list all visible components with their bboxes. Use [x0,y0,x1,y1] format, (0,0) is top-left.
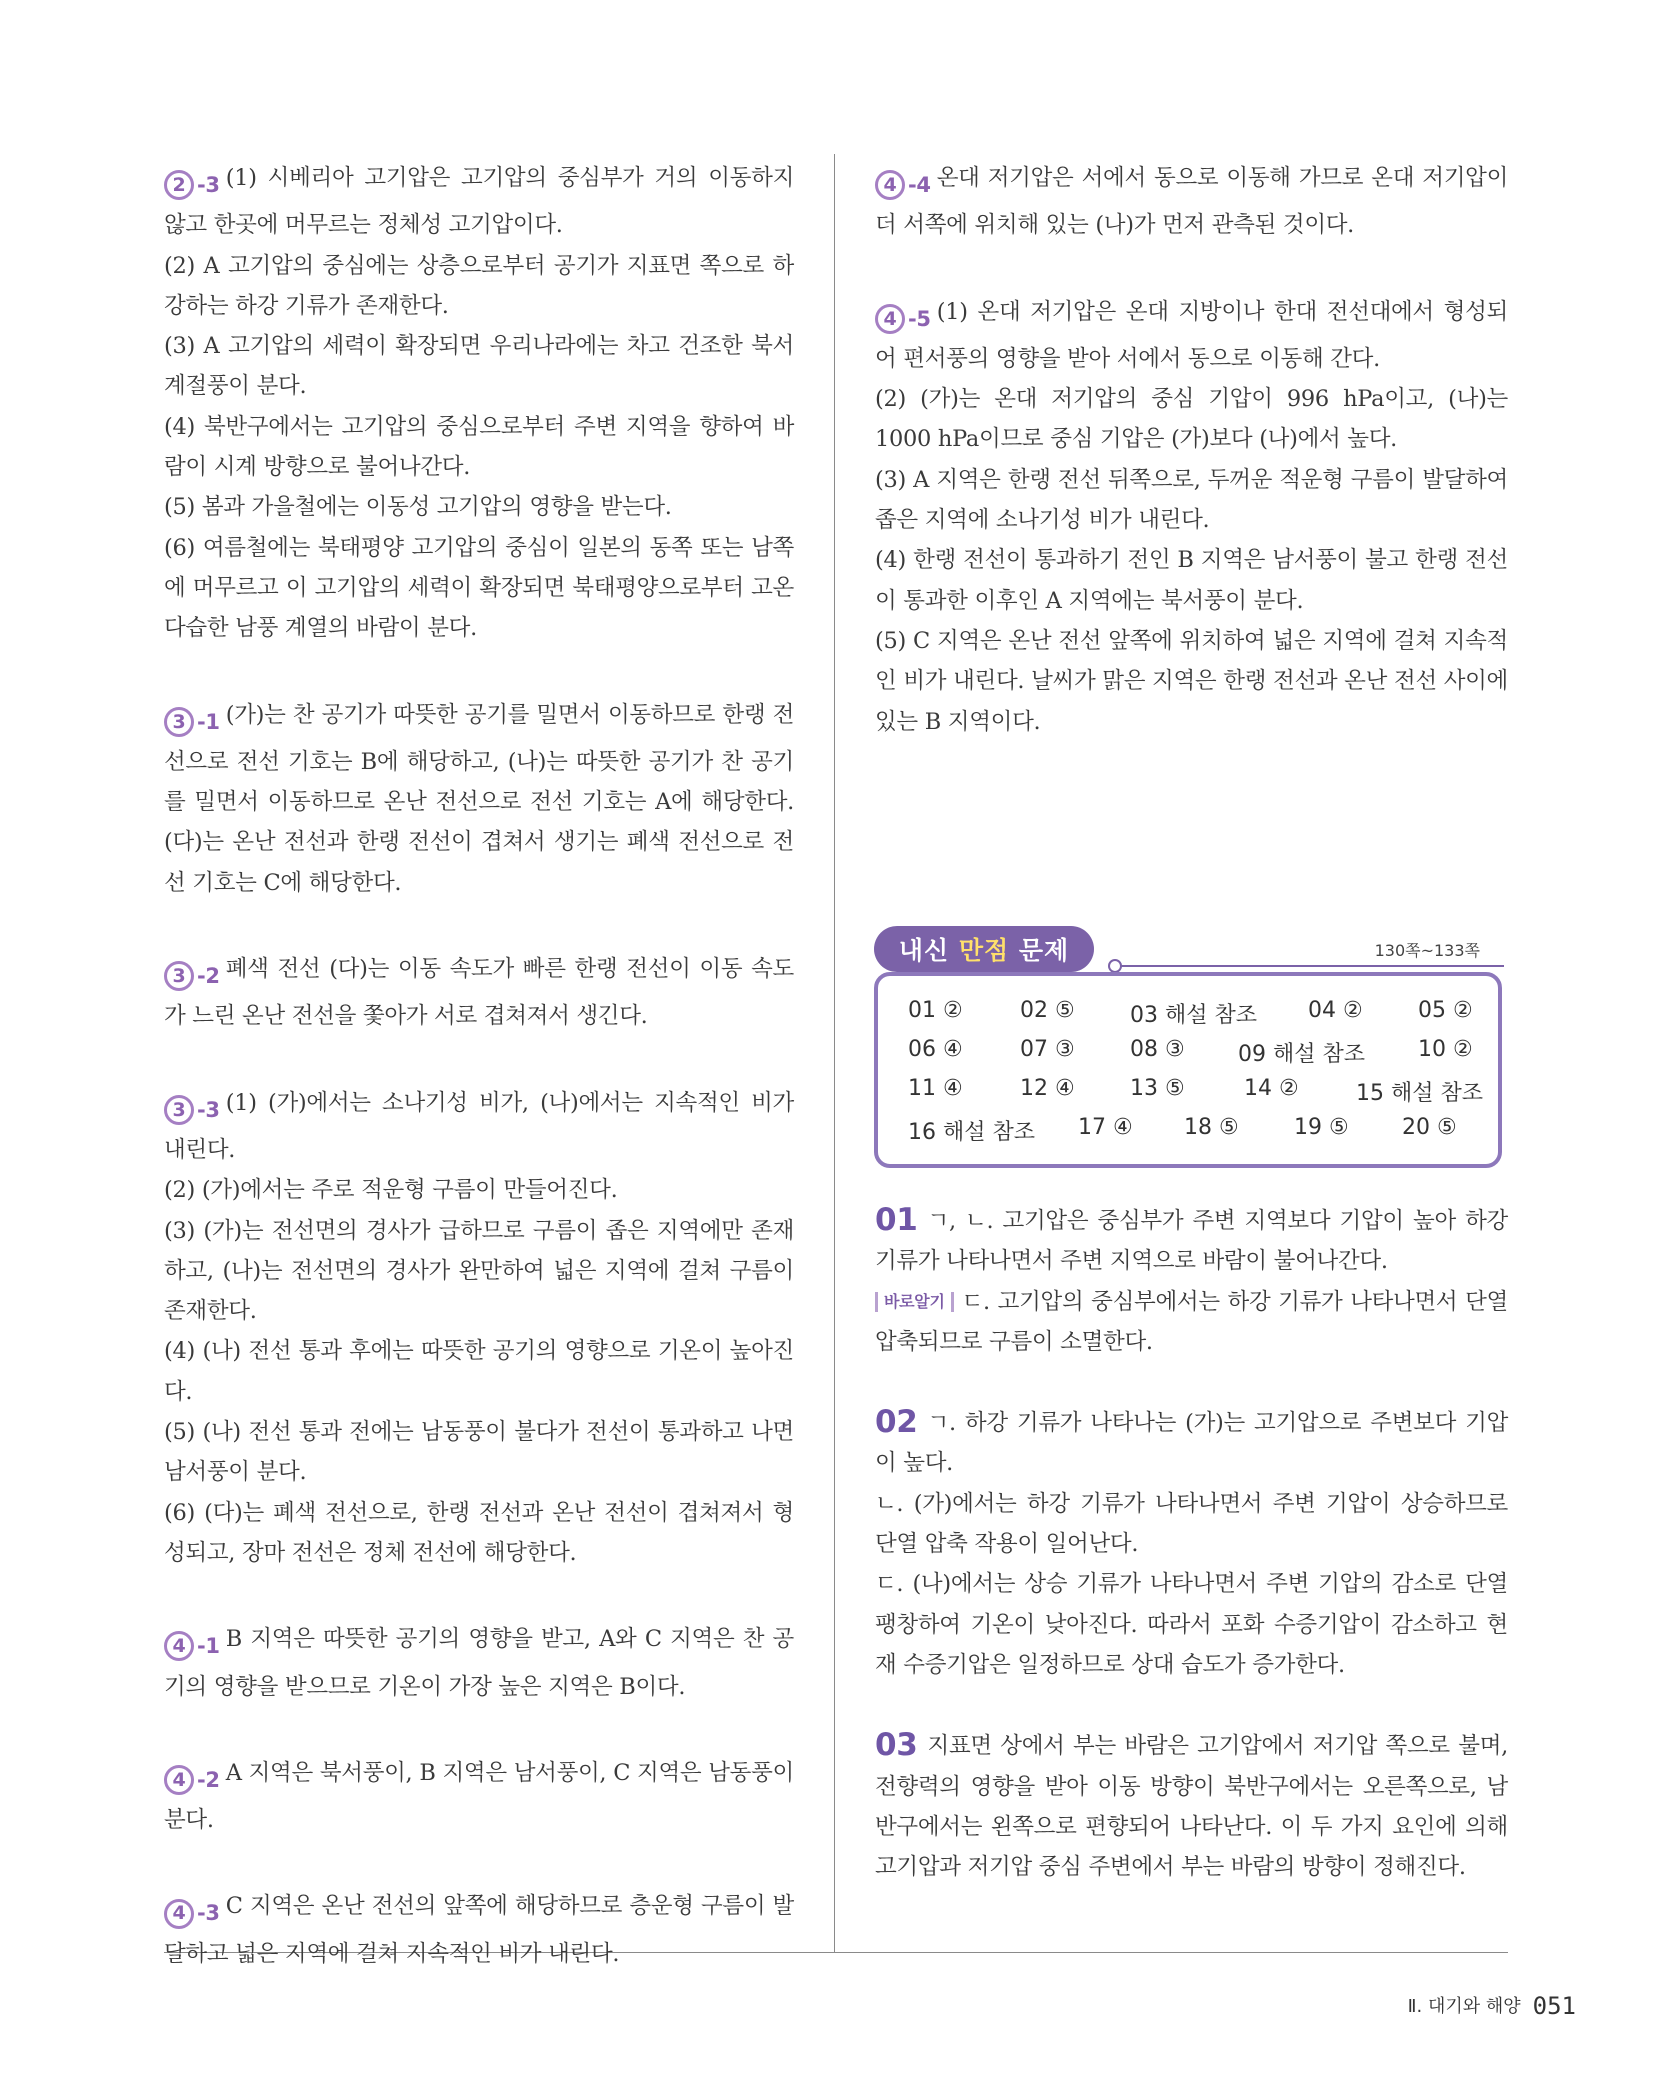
badge-4-3: 4 -3 [164,1893,220,1933]
badge-4-2: 4 -2 [164,1760,220,1800]
answer-2-3-line-6: (6) 여름철에는 북태평양 고기압의 중심이 일본의 동쪽 또는 남쪽에 머무르고 이 고기압의 세력이 확장되면 북태평양으로부터 고온 다습한 남풍 계열의 바람이 분다. [164,534,794,642]
answer-row-3: 11 ④ 12 ④ 13 ⑤ 14 ② 15 해설 참조 [908,1076,1483,1106]
correction-tag: 바로알기 [875,1292,954,1312]
page-footer [1408,1992,1576,2020]
question-03-number: 03 [875,1727,918,1764]
tab-connector-line [1114,965,1504,967]
badge-3-3: 3 -3 [164,1090,220,1130]
answer-key-title: 내신 만점 문제 [874,926,1094,972]
answer-key-pages: 130쪽~133쪽 [1374,941,1480,960]
badge-4-5: 4 -5 [875,299,931,339]
answer-3-2: 3 -2 폐색 전선 (다)는 이동 속도가 빠른 한랭 전선이 이동 속도가 느린 온난 전선을 쫓아가 서로 겹쳐져서 생긴다. [164,956,794,1030]
tab-connector-dot [1108,959,1122,973]
chapter-label: Ⅱ. 대기와 해양 [1407,1996,1521,2017]
question-01-number: 01 [875,1202,918,1238]
answer-2-3-line-2: (2) A 고기압의 중심에는 상층으로부터 공기가 지표면 쪽으로 하강하는 하강 기류가 존재한다. [164,252,794,319]
answer-4-4: 4 -4 온대 저기압은 서에서 동으로 이동해 가므로 온대 저기압이 더 서쪽에 위치해 있는 (나)가 먼저 관측된 것이다. [875,165,1508,239]
question-03: 03 지표면 상에서 부는 바람은 고기압에서 저기압 쪽으로 불며, 전향력의 영향을 받아 이동 방향이 북반구에서는 오른쪽으로, 남반구에서는 왼쪽으로 편향되어 나타난다. 이 두 가지 요인에 의해 고기압과 저기압 중심 주변에서 부는 바람의 방향이 정해진다. [875,1727,1508,1881]
answer-2-3-line-1: 2 -3 (1) 시베리아 고기압은 고기압의 중심부가 거의 이동하지 않고 한곳에 머무르는 정체성 고기압이다. [164,165,794,239]
column-divider [834,154,835,1952]
left-column [164,158,794,1974]
badge-4-1: 4 -1 [164,1626,220,1666]
answer-2-3 [164,158,794,649]
answer-4-1: 4 -1 B 지역은 따뜻한 공기의 영향을 받고, A와 C 지역은 찬 공기의 영향을 받으므로 기온이 가장 높은 지역은 B이다. [164,1626,794,1700]
answer-row-1: 01 ② 02 ⑤ 03 해설 참조 04 ② 05 ② [908,998,1473,1028]
answer-row-2: 06 ④ 07 ③ 08 ③ 09 해설 참조 10 ② [908,1037,1473,1067]
right-column-questions [875,1200,1508,1887]
answer-2-3-line-5: (5) 봄과 가을철에는 이동성 고기압의 영향을 받는다. [164,494,672,521]
badge-3-1: 3 -1 [164,702,220,742]
question-02-number: 02 [875,1404,918,1441]
answer-2-3-line-3: (3) A 고기압의 세력이 확장되면 우리나라에는 차고 건조한 북서 계절풍이 분다. [164,333,794,400]
answer-4-2: 4 -2 A 지역은 북서풍이, B 지역은 남서풍이, C 지역은 남동풍이 분다. [164,1759,794,1834]
right-column [875,158,1508,742]
answer-4-5: 4 -5 (1) 온대 저기압은 온대 지방이나 한대 전선대에서 형성되어 편서풍의 영향을 받아 서에서 동으로 이동해 간다. (2) (가)는 온대 저기압의 중심 기압이 996 hPa이고, (나)는 1000 hPa이므로 중심 기압은 (가)보다 (나)에서 높다. (3) A 지역은 한랭 전선 뒤쪽으로, 두꺼운 적운형 구름이 발달하여 좁은 지역에 소나기성 비가 내린다. (4) 한랭 전선이 통과하기 전인 B 지역은 남서풍이 불고 한랭 전선이 통과한 이후인 A 지역에는 북서풍이 분다. (5) C 지역은 온난 전선 앞쪽에 위치하여 넓은 지역에 걸쳐 지속적인 비가 내린다. 날씨가 맑은 지역은 한랭 전선과 온난 전선 사이에 있는 B 지역이다. [875,298,1508,735]
answer-4-3: 4 -3 C 지역은 온난 전선의 앞쪽에 해당하므로 층운형 구름이 발달하고 넓은 지역에 걸쳐 지속적인 비가 내린다. [164,1893,794,1967]
badge-2-3: 2 -3 [164,165,220,205]
answer-2-3-line-4: (4) 북반구에서는 고기압의 중심으로부터 주변 지역을 향하여 바람이 시계 방향으로 불어나간다. [164,413,794,481]
badge-3-2: 3 -2 [164,956,220,996]
answer-row-4: 16 해설 참조 17 ④ 18 ⑤ 19 ⑤ 20 ⑤ [908,1115,1457,1145]
answer-3-1: 3 -1 (가)는 찬 공기가 따뜻한 공기를 밀면서 이동하므로 한랭 전선으로 전선 기호는 B에 해당하고, (나)는 따뜻한 공기가 찬 공기를 밀면서 이동하므로 온난 전선으로 전선 기호는 A에 해당한다. (다)는 온난 전선과 한랭 전선이 겹쳐서 생기는 폐색 전선으로 전선 기호는 C에 해당한다. [164,701,794,896]
badge-4-4: 4 -4 [875,165,931,205]
question-01: 01 ㄱ, ㄴ. 고기압은 중심부가 주변 지역보다 기압이 높아 하강 기류가 나타나면서 주변 지역으로 바람이 불어나간다. 바로알기 ㄷ. 고기압의 중심부에서는 하강 기류가 나타나면서 단열 압축되므로 구름이 소멸한다. [875,1202,1508,1355]
answer-key-grid [874,972,1502,1168]
answer-3-3: 3 -3 (1) (가)에서는 소나기성 비가, (나)에서는 지속적인 비가 내린다. (2) (가)에서는 주로 적운형 구름이 만들어진다. (3) (가)는 전선면의 경사가 급하므로 구름이 좁은 지역에만 존재하고, (나)는 전선면의 경사가 완만하여 넓은 지역에 걸쳐 구름이 존재한다. (4) (나) 전선 통과 후에는 따뜻한 공기의 영향으로 기온이 높아진다. (5) (나) 전선 통과 전에는 남동풍이 불다가 전선이 통과하고 나면 남서풍이 분다. (6) (다)는 폐색 전선으로, 한랭 전선과 온난 전선이 겹쳐져서 형성되고, 장마 전선은 정체 전선에 해당한다. [164,1089,794,1566]
page-number: 051 [1532,1992,1576,2020]
question-02: 02 ㄱ. 하강 기류가 나타나는 (가)는 고기압으로 주변보다 기압이 높다. ㄴ. (가)에서는 하강 기류가 나타나면서 주변 기압이 상승하므로 단열 압축 작용이 일어난다. ㄷ. (나)에서는 상승 기류가 나타나면서 주변 기압의 감소로 단열 팽창하여 기온이 낮아진다. 따라서 포화 수증기압이 감소하고 현재 수증기압은 일정하므로 상대 습도가 증가한다. [875,1404,1508,1678]
